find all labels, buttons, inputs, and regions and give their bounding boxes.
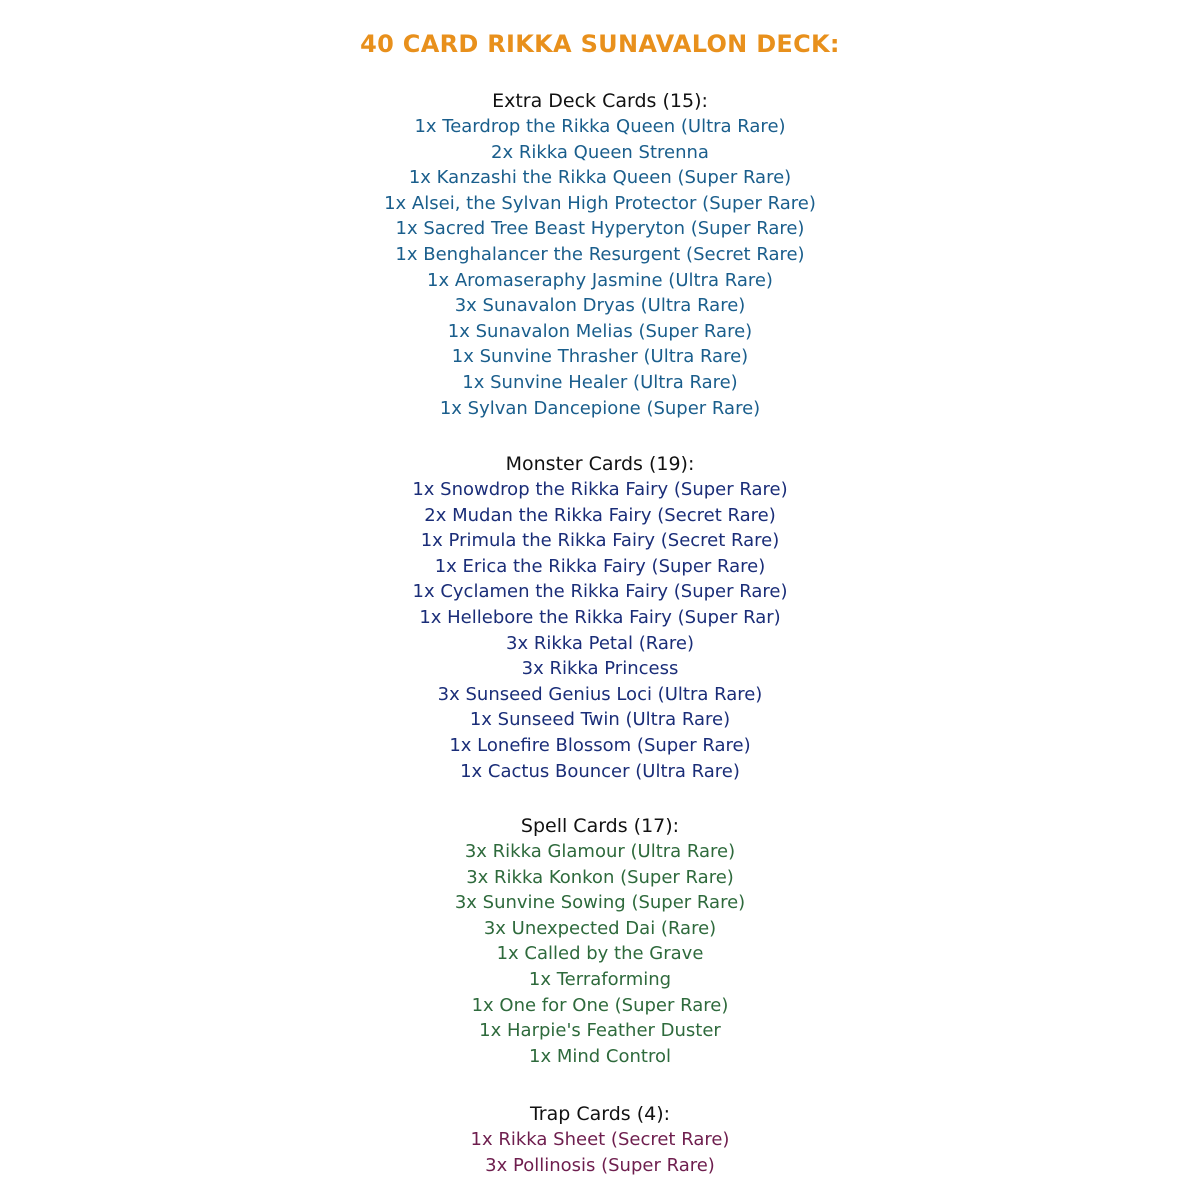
monster-card-item: 1x Primula the Rikka Fairy (Secret Rare) xyxy=(420,530,780,552)
trap-section xyxy=(0,1101,1200,1178)
spell-card-item: 3x Rikka Konkon (Super Rare) xyxy=(466,866,734,888)
spell-card-item: 1x Terraforming xyxy=(528,968,672,990)
monster-card-item: 3x Rikka Petal (Rare) xyxy=(506,632,694,654)
monster-card-item: 3x Rikka Princess xyxy=(521,658,679,680)
extra-deck-list xyxy=(0,114,1200,421)
monster-card-item: 1x Sunseed Twin (Ultra Rare) xyxy=(469,709,731,731)
extra-card-item: 1x Alsei, the Sylvan High Protector (Super Rare) xyxy=(384,192,816,214)
spell-card-item: 1x Mind Control xyxy=(529,1045,671,1067)
trap-list xyxy=(0,1127,1200,1178)
monster-card-item: 1x Lonefire Blossom (Super Rare) xyxy=(449,734,751,756)
spell-section xyxy=(0,813,1200,1069)
spell-card-item: 3x Rikka Glamour (Ultra Rare) xyxy=(464,841,736,862)
monster-card-item: 1x Cyclamen the Rikka Fairy (Super Rare) xyxy=(412,581,788,603)
trap-heading: Trap Cards (4): xyxy=(529,1103,671,1125)
extra-card-item: 1x Teardrop the Rikka Queen (Ultra Rare) xyxy=(414,116,786,137)
extra-deck-section xyxy=(0,88,1200,421)
extra-card-item: 1x Sacred Tree Beast Hyperyton (Super Rare) xyxy=(395,218,805,240)
extra-card-item: 2x Rikka Queen Strenna xyxy=(491,141,709,163)
spell-list xyxy=(0,839,1200,1069)
extra-card-item: 1x Kanzashi the Rikka Queen (Super Rare) xyxy=(408,167,792,189)
deck-title: 40 CARD RIKKA SUNAVALON DECK: xyxy=(360,30,840,58)
monster-card-item: 1x Erica the Rikka Fairy (Super Rare) xyxy=(434,555,766,577)
monster-card-item: 3x Sunseed Genius Loci (Ultra Rare) xyxy=(437,683,763,705)
extra-card-item: 3x Sunavalon Dryas (Ultra Rare) xyxy=(454,295,746,317)
extra-card-item: 1x Benghalancer the Resurgent (Secret Rare) xyxy=(395,243,805,265)
monster-card-item: 2x Mudan the Rikka Fairy (Secret Rare) xyxy=(424,504,776,526)
spell-heading: Spell Cards (17): xyxy=(520,815,680,837)
extra-card-item: 1x Sunvine Thrasher (Ultra Rare) xyxy=(451,346,749,368)
spell-card-item: 1x Harpie's Feather Duster xyxy=(479,1020,721,1042)
spell-card-item: 1x One for One (Super Rare) xyxy=(471,994,729,1016)
monster-card-item: 1x Cactus Bouncer (Ultra Rare) xyxy=(460,760,740,782)
trap-card-item: 3x Pollinosis (Super Rare) xyxy=(485,1154,715,1176)
monster-card-item: 1x Snowdrop the Rikka Fairy (Super Rare) xyxy=(412,479,788,500)
extra-card-item: 1x Sunavalon Melias (Super Rare) xyxy=(447,320,753,342)
spell-card-item: 1x Called by the Grave xyxy=(496,943,704,965)
extra-card-item: 1x Sylvan Dancepione (Super Rare) xyxy=(439,397,761,419)
monster-heading: Monster Cards (19): xyxy=(505,453,695,475)
spell-card-item: 3x Unexpected Dai (Rare) xyxy=(483,917,717,939)
extra-deck-heading: Extra Deck Cards (15): xyxy=(492,90,708,112)
extra-card-item: 1x Aromaseraphy Jasmine (Ultra Rare) xyxy=(427,269,773,291)
extra-card-item: 1x Sunvine Healer (Ultra Rare) xyxy=(462,371,738,393)
trap-card-item: 1x Rikka Sheet (Secret Rare) xyxy=(470,1129,730,1150)
spell-card-item: 3x Sunvine Sowing (Super Rare) xyxy=(454,892,746,914)
monster-card-item: 1x Hellebore the Rikka Fairy (Super Rar) xyxy=(419,606,781,628)
monster-section xyxy=(0,451,1200,784)
monster-list xyxy=(0,477,1200,784)
